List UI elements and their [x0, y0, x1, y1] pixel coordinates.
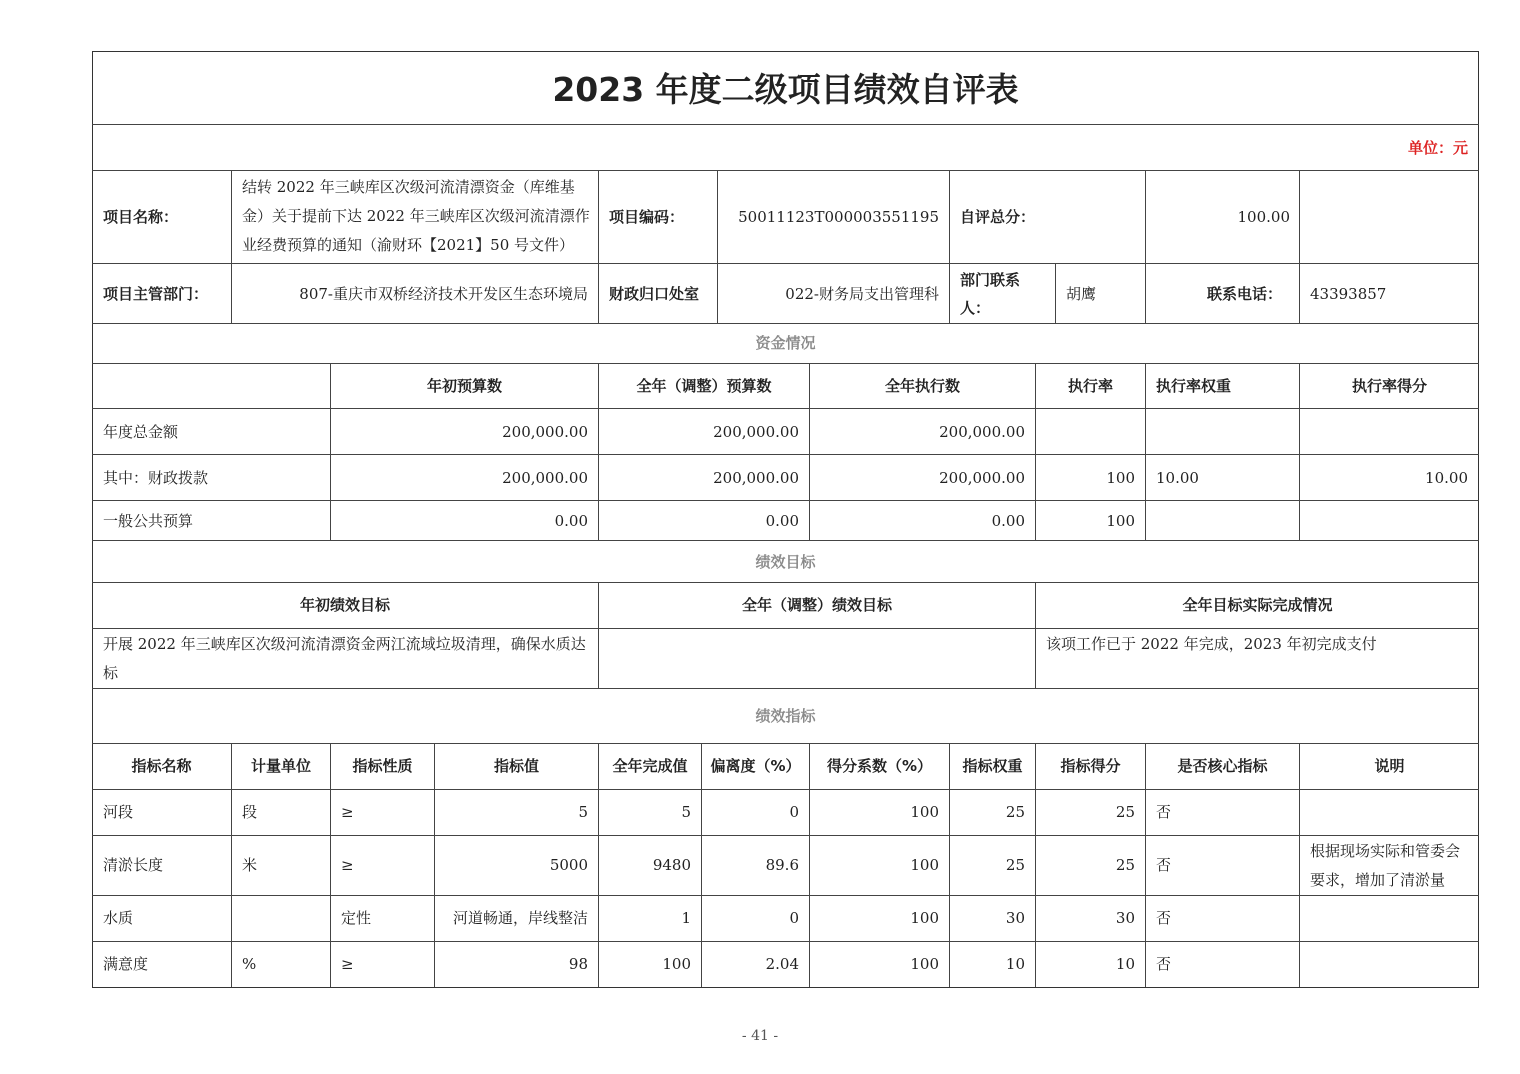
funds-row-label: 年度总金额 [103, 423, 179, 441]
goals-header: 年初绩效目标 [299, 596, 390, 614]
funds-cell: 200,000.00 [502, 469, 588, 487]
indicator-deviation: 89.6 [765, 856, 799, 874]
rule [949, 170, 950, 323]
indicator-coefficient: 100 [910, 856, 939, 874]
contact-label: 部门联系人： [960, 271, 1021, 317]
phone-value: 43393857 [1310, 285, 1387, 303]
funds-header: 执行率得分 [1351, 377, 1427, 395]
phone-label: 联系电话： [1206, 285, 1282, 303]
rule [330, 743, 331, 987]
indicator-name: 清淤长度 [103, 856, 164, 874]
rule [92, 263, 1479, 264]
indicator-target: 河道畅通，岸线整洁 [452, 909, 588, 927]
page-number: - 41 - [741, 1028, 779, 1044]
rule [92, 688, 1479, 689]
contact-value: 胡鹰 [1066, 285, 1097, 303]
funds-row-label: 一般公共预算 [103, 512, 194, 530]
funds-cell: 0.00 [765, 512, 799, 530]
funds-cell: 0.00 [554, 512, 588, 530]
rule [92, 789, 1479, 790]
funds-header: 执行率 [1067, 377, 1113, 395]
funds-cell: 100 [1106, 469, 1135, 487]
funds-header: 年初预算数 [426, 377, 502, 395]
indicator-coefficient: 100 [910, 803, 939, 821]
indicator-deviation: 2.04 [765, 955, 799, 973]
funds-header: 全年（调整）预算数 [636, 377, 772, 395]
indicator-weight: 30 [1005, 909, 1025, 927]
rule [92, 408, 1479, 409]
rule [92, 835, 1479, 836]
indicator-completed: 1 [681, 909, 691, 927]
indicator-target: 5000 [549, 856, 588, 874]
indicator-header: 指标权重 [962, 757, 1023, 775]
indicator-deviation: 0 [789, 909, 799, 927]
indicator-target: 98 [568, 955, 588, 973]
rule [92, 500, 1479, 501]
indicator-core: 否 [1156, 955, 1172, 973]
rule [1299, 743, 1300, 987]
indicator-header: 全年完成值 [612, 757, 688, 775]
indicator-completed: 5 [681, 803, 691, 821]
project-code-value: 50011123T000003551195 [738, 208, 939, 226]
indicator-nature: 定性 [341, 909, 372, 927]
project-name-value: 结转 2022 年三峡库区次级河流清漂资金（库维基金）关于提前下达 2022 年三峡库区次级河流清漂作业经费预算的通知（渝财环【2021】50 号文件） [242, 178, 590, 254]
indicator-name: 满意度 [103, 955, 149, 973]
rule [92, 895, 1479, 896]
indicator-header: 计量单位 [250, 757, 311, 775]
indicator-header: 得分系数（%） [826, 757, 933, 775]
indicator-name: 河段 [103, 803, 134, 821]
funds-cell: 10.00 [1156, 469, 1199, 487]
funds-cell: 200,000.00 [939, 423, 1025, 441]
self-score-label: 自评总分： [960, 208, 1036, 226]
indicator-coefficient: 100 [910, 955, 939, 973]
rule [1145, 170, 1146, 323]
rule [92, 363, 1479, 364]
indicator-core: 否 [1156, 909, 1172, 927]
funds-header: 执行率权重 [1156, 377, 1232, 395]
indicator-score: 10 [1115, 955, 1135, 973]
rule [92, 454, 1479, 455]
indicator-score: 30 [1115, 909, 1135, 927]
indicator-deviation: 0 [789, 803, 799, 821]
rule [231, 170, 232, 323]
actual-completion: 该项工作已于 2022 年完成，2023 年初完成支付 [1046, 635, 1377, 653]
rule [92, 941, 1479, 942]
self-score-value: 100.00 [1237, 208, 1290, 226]
indicator-core: 否 [1156, 856, 1172, 874]
indicator-note: 根据现场实际和管委会要求，增加了清淤量 [1310, 842, 1461, 889]
funds-cell: 200,000.00 [939, 469, 1025, 487]
goals-header: 全年（调整）绩效目标 [741, 596, 892, 614]
project-code-label: 项目编码： [609, 208, 685, 226]
rule [1299, 170, 1300, 323]
rule [92, 323, 1479, 324]
goals-header: 全年目标实际完成情况 [1182, 596, 1333, 614]
finance-office-value: 022-财务局支出管理科 [785, 285, 939, 303]
funds-section-title: 资金情况 [755, 334, 816, 352]
indicators-section-title: 绩效指标 [755, 707, 816, 725]
rule [1055, 263, 1056, 323]
unit-label: 单位：元 [1407, 139, 1468, 157]
dept-label: 项目主管部门： [103, 285, 209, 303]
rule [92, 743, 1479, 744]
indicator-header: 指标得分 [1060, 757, 1121, 775]
funds-cell: 200,000.00 [502, 423, 588, 441]
rule [717, 170, 718, 323]
indicator-header: 偏离度（%） [710, 757, 801, 775]
funds-cell: 0.00 [991, 512, 1025, 530]
indicator-header: 是否核心指标 [1177, 757, 1268, 775]
indicator-unit: % [242, 955, 257, 973]
indicator-name: 水质 [103, 909, 134, 927]
indicator-weight: 10 [1005, 955, 1025, 973]
indicator-header: 说明 [1374, 757, 1405, 775]
indicator-completed: 100 [662, 955, 691, 973]
indicator-unit: 段 [242, 803, 258, 821]
funds-cell: 200,000.00 [713, 469, 799, 487]
indicator-score: 25 [1115, 856, 1135, 874]
funds-cell: 10.00 [1425, 469, 1468, 487]
indicator-completed: 9480 [652, 856, 691, 874]
indicator-nature: ≥ [341, 803, 354, 821]
indicator-core: 否 [1156, 803, 1172, 821]
rule [92, 628, 1479, 629]
initial-goal: 开展 2022 年三峡库区次级河流清漂资金两江流域垃圾清理，确保水质达标 [103, 635, 586, 682]
indicator-weight: 25 [1005, 856, 1025, 874]
indicator-weight: 25 [1005, 803, 1025, 821]
indicator-nature: ≥ [341, 856, 354, 874]
funds-cell: 200,000.00 [713, 423, 799, 441]
funds-row-label: 其中：财政拨款 [103, 469, 209, 487]
indicator-header: 指标名称 [131, 757, 192, 775]
indicator-unit: 米 [242, 856, 258, 874]
dept-value: 807-重庆市双桥经济技术开发区生态环境局 [299, 285, 588, 303]
rule [598, 170, 599, 323]
finance-office-label: 财政归口处室 [609, 285, 700, 303]
indicator-score: 25 [1115, 803, 1135, 821]
funds-cell: 100 [1106, 512, 1135, 530]
page-title: 2023 年度二级项目绩效自评表 [552, 70, 1019, 109]
rule [92, 582, 1479, 583]
funds-header: 全年执行数 [884, 377, 960, 395]
indicator-header: 指标值 [493, 757, 539, 775]
indicator-target: 5 [578, 803, 588, 821]
indicator-header: 指标性质 [352, 757, 413, 775]
rule [231, 743, 232, 987]
rule [1145, 363, 1146, 540]
rule [92, 170, 1479, 171]
project-name-label: 项目名称： [103, 208, 179, 226]
rule [1145, 743, 1146, 987]
indicator-coefficient: 100 [910, 909, 939, 927]
rule [92, 124, 1479, 125]
indicator-nature: ≥ [341, 955, 354, 973]
rule [92, 540, 1479, 541]
goals-section-title: 绩效目标 [755, 553, 816, 571]
